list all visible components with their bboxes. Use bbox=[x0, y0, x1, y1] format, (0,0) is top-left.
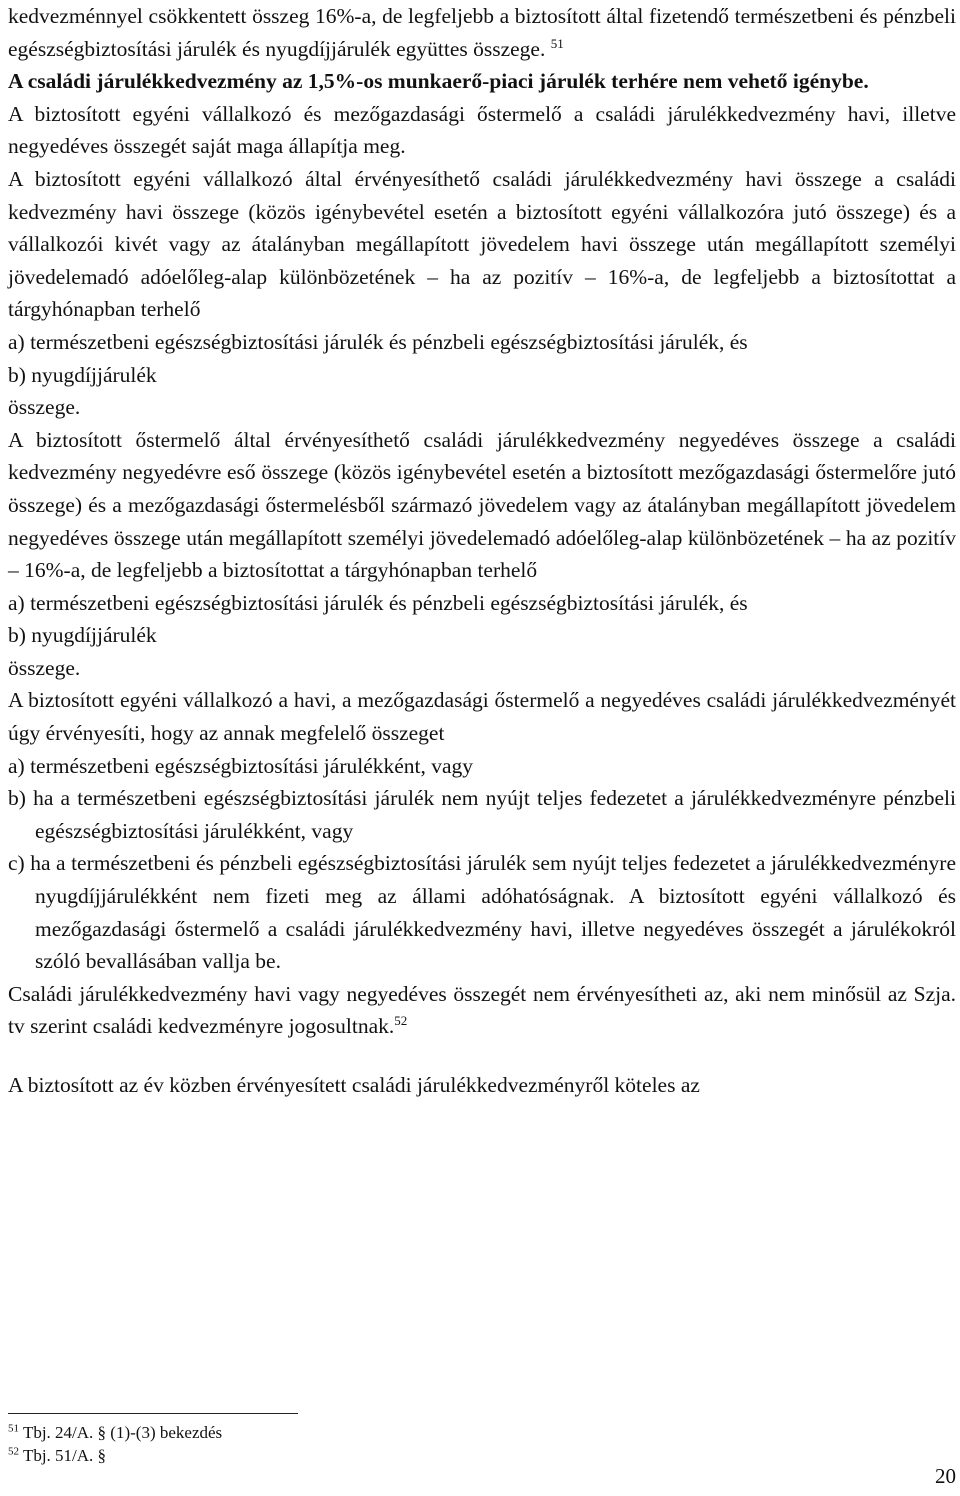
paragraph-continuation: kedvezménnyel csökkentett összeg 16%-a, de legfeljebb a biztosított által fizetendő természetbeni és pénzbeli egészségbiztosítási járulék és nyugdíjjárulék együttes összege. $^{51}$ bbox=[8, 4, 956, 61]
paragraph-enforcement: A biztosított egyéni vállalkozó a havi, a mezőgazdasági őstermelő a negyedéves családi járulékkedvezményét úgy érvényesíti, hogy az annak megfelelő összeget bbox=[8, 688, 956, 746]
paragraph-bold-note: A családi járulékkedvezmény az 1,5%-os munkaerő-piaci járulék terhére nem vehető igénybe. bbox=[8, 69, 869, 94]
footnote-ref-51[interactable]: 51 bbox=[550, 35, 564, 51]
list-item-a: a) természetbeni egészségbiztosítási járulékként, vagy bbox=[8, 753, 474, 778]
paragraph-eligibility: Családi járulékkedvezmény havi vagy negyedéves összegét nem érvényesítheti az, aki nem minősül az Szja. tv szerint családi kedvezményre jogosultnak.$^{52}$ bbox=[8, 981, 956, 1039]
paragraph-annual: A biztosított az év közben érvényesített családi járulékkedvezményről köteles az bbox=[8, 1073, 700, 1097]
page-number: 20 bbox=[935, 1464, 956, 1488]
footnote-51: $^{51}$ Tbj. 24/A. § (1)-(3) bekezdés bbox=[8, 1422, 223, 1442]
list-item-c: c) ha a természetbeni és pénzbeli egészségbiztosítási járulék sem nyújt teljes fedezetet a járulékkedvezményre nyugdíjjárulékként nem fizeti meg az állami adóhatóságnak. A biztosított egyéni vállalkozó és mezőgazdasági őstermelő a családi járulékkedvezmény havi, illetve negyedéves összegét a járulékokról szóló bevallásában vallja be. bbox=[8, 851, 956, 974]
footnote-separator bbox=[8, 1413, 298, 1414]
document-page bbox=[8, 0, 956, 1102]
list-item-a: a) természetbeni egészségbiztosítási járulék és pénzbeli egészségbiztosítási járulék, és bbox=[8, 329, 748, 354]
footnote-52: $^{52}$ Tbj. 51/A. § bbox=[8, 1445, 107, 1465]
paragraph-end: összege. bbox=[8, 395, 81, 420]
list-item-b: b) nyugdíjjárulék bbox=[8, 623, 157, 648]
paragraph-end: összege. bbox=[8, 655, 81, 680]
paragraph-entrepreneur-monthly: A biztosított egyéni vállalkozó által érvényesíthető családi járulékkedvezmény havi összege a családi kedvezmény havi összege (közös igénybevétel esetén a biztosított egyéni vállalkozóra jutó összege) és a vállalkozói kivét vagy az átalányban megállapított jövedelem havi összege után megállapított személyi jövedelemadó adóelőleg-alap különbözetének – ha az pozitív – 16%-a, de legfeljebb a biztosítottat a tárgyhónapban terhelő bbox=[8, 166, 956, 322]
paragraph-producer-quarterly: A biztosított őstermelő által érvényesíthető családi járulékkedvezmény negyedéves összege a családi kedvezmény negyedévre eső összege (közös igénybevétel esetén a biztosított mezőgazdasági őstermelőre jutó összege) és a mezőgazdasági őstermelésből származó jövedelem vagy az átalányban megállapított jövedelem negyedéves összege után megállapított személyi jövedelemadó adóelőleg-alap különbözetének – ha az pozitív – 16%-a, de legfeljebb a biztosítottat a tárgyhónapban terhelő bbox=[8, 427, 956, 583]
list-item-b: b) nyugdíjjárulék bbox=[8, 362, 157, 387]
list-item-b: b) ha a természetbeni egészségbiztosítási járulék nem nyújt teljes fedezetet a járulékkedvezményre pénzbeli egészségbiztosítási járulékként, vagy bbox=[8, 786, 956, 843]
paragraph-self-assessment: A biztosított egyéni vállalkozó és mezőgazdasági őstermelő a családi járulékkedvezmény havi, illetve negyedéves összegét saját maga állapítja meg. bbox=[8, 101, 956, 159]
footnotes bbox=[8, 1421, 608, 1467]
footnote-ref-52[interactable]: 52 bbox=[394, 1013, 408, 1029]
paragraph-gap bbox=[8, 1043, 956, 1069]
list-item-a: a) természetbeni egészségbiztosítási járulék és pénzbeli egészségbiztosítási járulék, és bbox=[8, 590, 748, 615]
